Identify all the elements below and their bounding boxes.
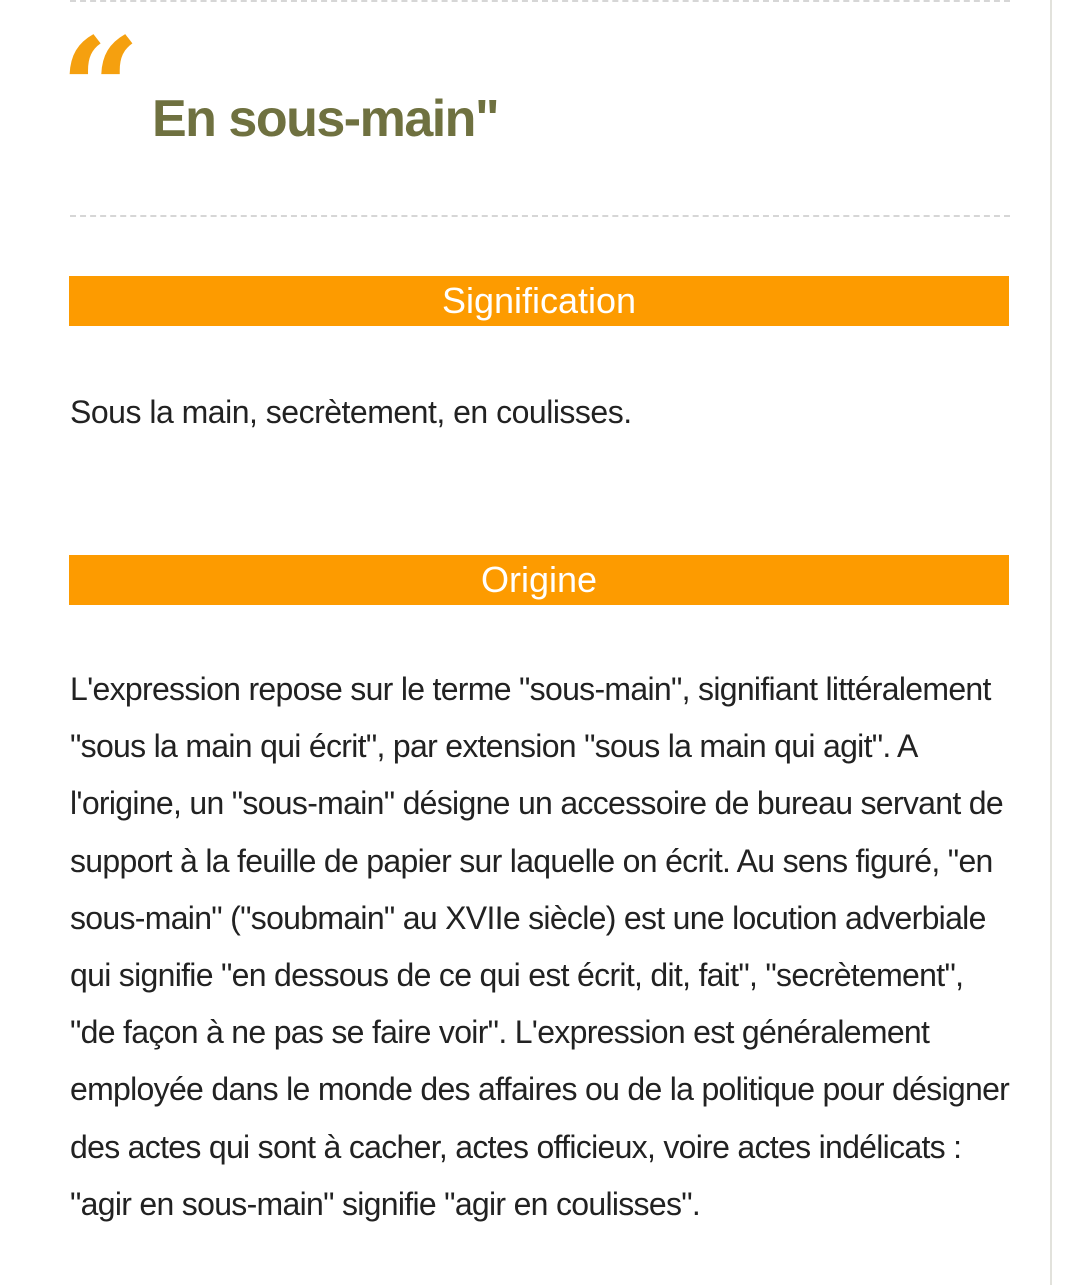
signification-text: Sous la main, secrètement, en coulisses. xyxy=(70,394,632,430)
right-border xyxy=(1050,0,1052,1285)
page-title: En sous-main" xyxy=(152,90,499,148)
top-divider xyxy=(70,0,1010,2)
origine-text: L'expression repose sur le terme "sous-main", signifiant littéralement "sous la main qui écrit", par extension "sous la main qui agit". A l'origine, un "sous-main" désigne un accessoire de bureau servant de support à la feuille de papier sur laquelle on écrit. Au sens figuré, "en sous-main" ("soubmain" au XVIIe siècle) est une locution adverbiale qui signifie "en dessous de ce qui est écrit, dit, fait", "secrètement", "de façon à ne pas se faire voir". L'expression est généralement employée dans le monde des affaires ou de la politique pour désigner des actes qui sont à cacher, actes officieux, voire actes indélicats : "agir en sous-main" signifie "agir en coulisses". xyxy=(70,671,1010,1222)
open-quote-icon: “ xyxy=(60,8,135,172)
section-header-origine: Origine xyxy=(69,555,1009,605)
title-divider xyxy=(70,215,1010,217)
section-header-signification: Signification xyxy=(69,276,1009,326)
